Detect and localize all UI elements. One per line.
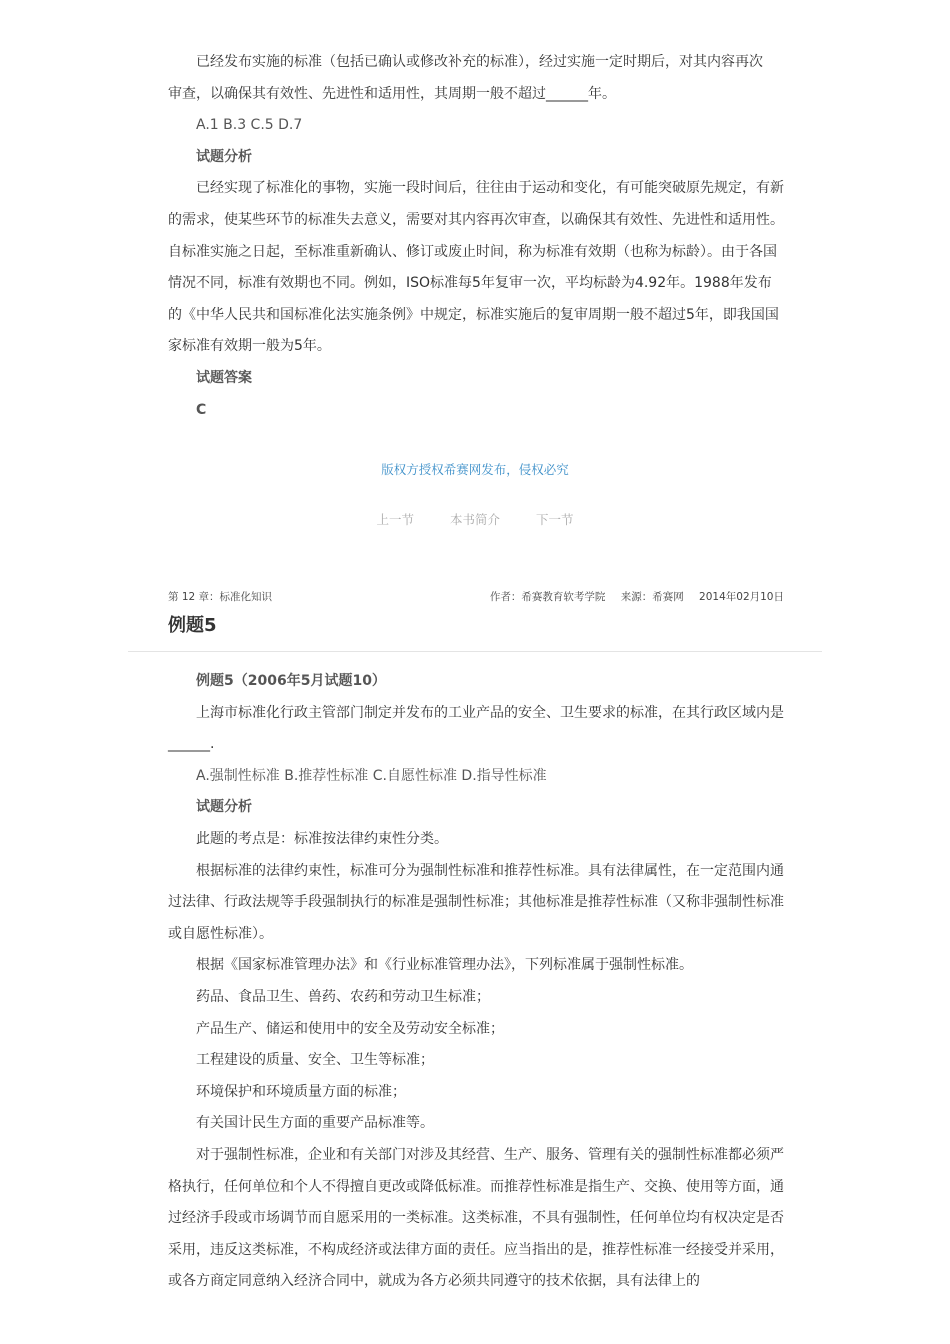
date-label: 2014年02月10日 (699, 591, 784, 603)
section-title: 例题5 (168, 615, 217, 636)
analysis-paragraph: 对于强制性标准，企业和有关部门对涉及其经营、生产、服务、管理有关的强制性标准都必须严格执行，任何单位和个人不得擅自更改或降低标准。而推荐性标准是指生产、交换、使用等方面，通过经济手段或市场调节而自愿采用的一类标准。这类标准，不具有强制性，任何单位均有权决定是否采用，违反这类标准，不构成经济或法律方面的责任。应当指出的是，推荐性标准一经接受并采用，或各方商定同意纳入经济合同中，就成为各方必须共同遵守的技术依据，具有法律上的 (168, 1146, 784, 1290)
mandatory-standard-item: 药品、食品卫生、兽药、农药和劳动卫生标准； (196, 988, 490, 1005)
analysis-paragraph: 根据标准的法律约束性，标准可分为强制性标准和推荐性标准。具有法律属性，在一定范围内通过法律、行政法规等手段强制执行的标准是强制性标准；其他标准是推荐性标准（又称非强制性标准或自愿性标准）。 (168, 862, 784, 942)
question-4-analysis-heading: 试题分析 (196, 148, 252, 165)
section-divider (128, 651, 822, 652)
analysis-paragraph: 根据《国家标准管理办法》和《行业标准管理办法》，下列标准属于强制性标准。 (196, 957, 693, 974)
mandatory-standard-item: 环境保护和环境质量方面的标准； (196, 1083, 406, 1100)
question-4-analysis: 已经实现了标准化的事物，实施一段时间后，往往由于运动和变化，有可能突破原先规定，有新的需求，使某些环节的标准失去意义，需要对其内容再次审查，以确保其有效性、先进性和适用性。自标准实施之日起，至标准重新确认、修订或废止时间，称为标准有效期（也称为标龄）。由于各国情况不同，标准有效期也不同。例如，ISO标准每5年复审一次，平均标龄为4.92年。1988年发布的《中华人民共和国标准化法实施条例》中规定，标准实施后的复审周期一般不超过5年，即我国国家标准有效期一般为5年。 (168, 180, 784, 355)
next-section-link[interactable]: 下一节 (535, 512, 574, 527)
author-label: 作者：希赛教育软考学院 (489, 591, 606, 603)
question-5-block (168, 666, 784, 1298)
question-4-answer: C (196, 401, 207, 418)
book-intro-link[interactable]: 本书简介 (449, 512, 500, 527)
question-5-options: A.强制性标准 B.推荐性标准 C.自愿性标准 D.指导性标准 (196, 767, 547, 784)
question-5-analysis-heading: 试题分析 (196, 799, 252, 816)
chapter-label: 第 12 章：标准化知识 (168, 591, 273, 603)
mandatory-standard-item: 工程建设的质量、安全、卫生等标准； (196, 1052, 434, 1069)
mandatory-standard-item: 有关国计民生方面的重要产品标准等。 (196, 1115, 434, 1132)
source-label: 来源：希赛网 (620, 591, 684, 603)
mandatory-standard-item: 产品生产、储运和使用中的安全及劳动安全标准； (196, 1020, 504, 1037)
question-5-heading: 例题5（2006年5月试题10） (196, 673, 386, 689)
question-4-options: A.1 B.3 C.5 D.7 (196, 117, 303, 134)
question-4-block (168, 47, 784, 426)
copyright-notice: 版权方授权希赛网发布，侵权必究 (381, 462, 569, 477)
question-5-stem: 上海市标准化行政主管部门制定并发布的工业产品的安全、卫生要求的标准，在其行政区域内是______. (168, 704, 784, 753)
question-4-stem-line2: 审查，以确保其有效性、先进性和适用性，其周期一般不超过______年。 (168, 85, 616, 102)
meta-info (478, 589, 784, 604)
question-4-stem-line1: 已经发布实施的标准（包括已确认或修改补充的标准），经过实施一定时期后，对其内容再次 (196, 54, 763, 70)
question-4-answer-heading: 试题答案 (196, 369, 252, 386)
prev-section-link[interactable]: 上一节 (376, 512, 414, 527)
chapter-navigation (0, 510, 950, 528)
analysis-paragraph: 此题的考点是：标准按法律约束性分类。 (196, 830, 448, 847)
